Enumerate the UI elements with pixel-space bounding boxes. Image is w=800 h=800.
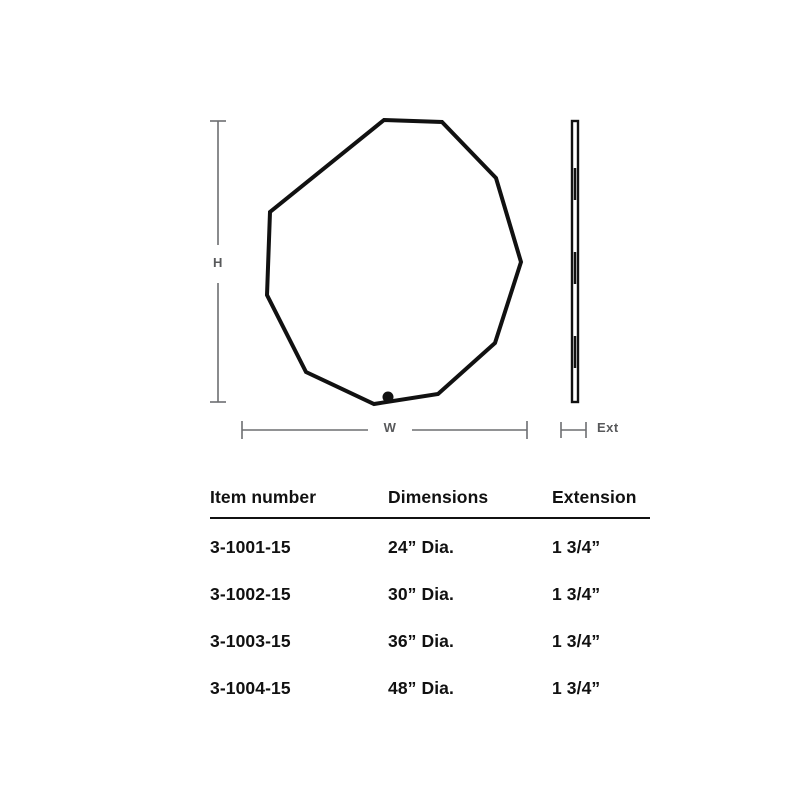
extension-dimension-line	[561, 422, 586, 438]
table-row	[210, 518, 650, 571]
table-row	[210, 665, 650, 712]
column-header-dimensions: Dimensions	[388, 487, 552, 518]
cell-dimensions: 24” Dia.	[388, 537, 454, 557]
spec-table	[210, 487, 650, 712]
cell-extension: 1 3/4”	[552, 584, 601, 604]
cell-extension: 1 3/4”	[552, 678, 601, 698]
cell-dimensions: 36” Dia.	[388, 631, 454, 651]
table-row	[210, 618, 650, 665]
mirror-front-outline	[267, 120, 521, 404]
spec-table-container	[210, 487, 650, 712]
height-label: H	[213, 255, 223, 270]
cell-dimensions: 48” Dia.	[388, 678, 454, 698]
cell-extension: 1 3/4”	[552, 631, 601, 651]
mirror-side-profile	[572, 121, 578, 402]
column-header-extension: Extension	[552, 487, 650, 518]
mounting-point-dot	[383, 392, 394, 403]
cell-item-number: 3-1003-15	[210, 631, 291, 651]
cell-extension: 1 3/4”	[552, 537, 601, 557]
extension-label: Ext	[597, 420, 619, 435]
table-row	[210, 571, 650, 618]
cell-item-number: 3-1001-15	[210, 537, 291, 557]
spec-table-header	[210, 487, 650, 518]
spec-table-body	[210, 518, 650, 712]
cell-dimensions: 30” Dia.	[388, 584, 454, 604]
cell-item-number: 3-1002-15	[210, 584, 291, 604]
column-header-item-number: Item number	[210, 487, 388, 518]
width-label: W	[383, 420, 397, 435]
table-header-row	[210, 487, 650, 518]
cell-item-number: 3-1004-15	[210, 678, 291, 698]
